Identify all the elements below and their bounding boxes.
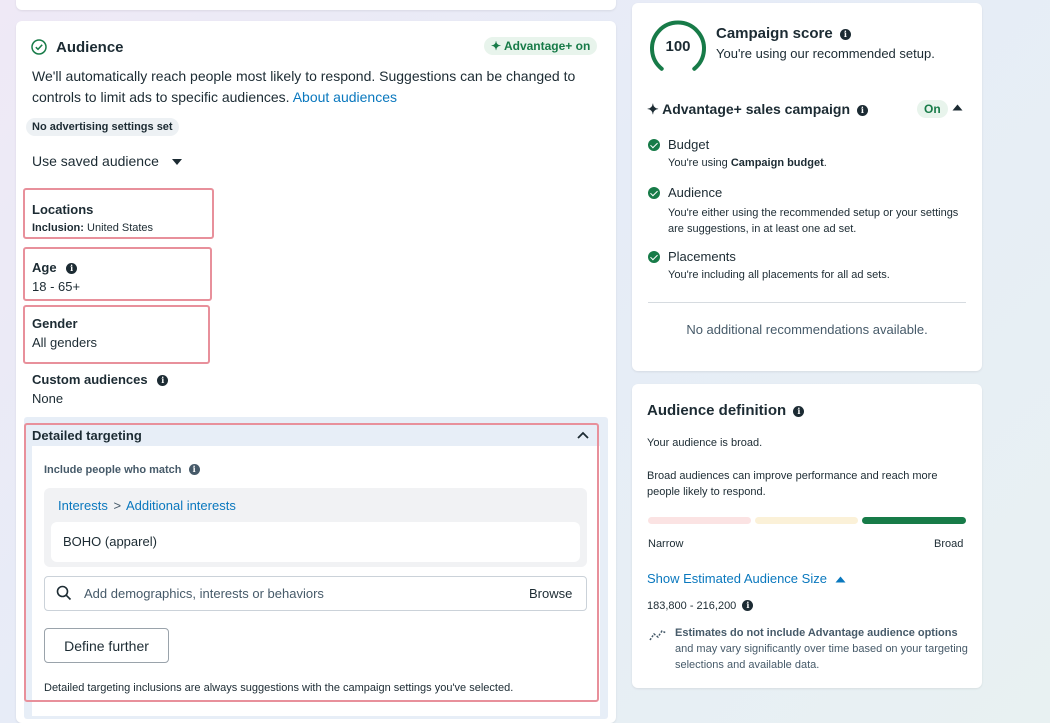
advantage-campaign-row bbox=[647, 101, 868, 118]
locations-value bbox=[32, 222, 153, 234]
audience-description-text: We'll automatically reach people most likely to respond. Suggestions can be changed to controls to limit ads to specific audiences. bbox=[32, 68, 576, 105]
interest-item[interactable] bbox=[51, 522, 580, 562]
audience-item-desc: You're either using the recommended setup or your settings are suggestions, in at least one ad set. bbox=[668, 207, 959, 235]
definition-info-icon[interactable]: i bbox=[793, 406, 804, 417]
about-audiences-link[interactable]: About audiences bbox=[292, 89, 398, 105]
custom-audiences-row bbox=[32, 372, 168, 387]
custom-audiences-label: Custom audiences bbox=[32, 372, 148, 387]
saved-audience-label: Use saved audience bbox=[32, 153, 159, 169]
age-label: Age bbox=[32, 260, 57, 275]
audience-check-icon bbox=[31, 39, 47, 55]
custom-audiences-info-icon[interactable]: i bbox=[157, 375, 168, 386]
sparkle-icon: ✦ bbox=[647, 101, 659, 117]
definition-explanation: Broad audiences can improve performance and reach more people likely to respond. bbox=[647, 470, 938, 498]
search-placeholder: Add demographics, interests or behaviors bbox=[84, 586, 324, 601]
meter-narrow-segment bbox=[648, 517, 751, 524]
custom-audiences-value: None bbox=[32, 391, 64, 406]
budget-desc-prefix: You're using bbox=[668, 157, 731, 169]
meter-narrow-label: Narrow bbox=[648, 538, 684, 550]
caret-up-blue-icon bbox=[835, 576, 846, 583]
meter-broad-segment bbox=[862, 517, 966, 524]
budget-desc bbox=[668, 157, 827, 169]
budget-check-icon bbox=[648, 139, 660, 151]
saved-audience-dropdown[interactable] bbox=[32, 153, 183, 169]
audience-heading: Audience bbox=[56, 39, 124, 56]
locations-label: Locations bbox=[32, 202, 94, 217]
campaign-score-card bbox=[632, 3, 982, 371]
size-range-row bbox=[647, 600, 753, 612]
audience-definition-card bbox=[632, 384, 982, 688]
gender-value: All genders bbox=[32, 335, 98, 350]
meter-mid-segment bbox=[755, 517, 858, 524]
definition-status: Your audience is broad. bbox=[647, 437, 763, 449]
chevron-up-icon[interactable] bbox=[577, 431, 589, 439]
detailed-targeting-footnote: Detailed targeting inclusions are always suggestions with the campaign settings you've selected. bbox=[44, 682, 514, 694]
interest-item-label: BOHO (apparel) bbox=[63, 534, 157, 549]
advantage-badge bbox=[484, 37, 597, 55]
age-label-row bbox=[32, 260, 77, 275]
interests-breadcrumb bbox=[58, 498, 236, 513]
placements-title: Placements bbox=[668, 249, 736, 264]
estimate-note-rest: and may vary significantly over time based on your targeting selections and available data. bbox=[675, 643, 968, 671]
no-recommendations-text: No additional recommendations available. bbox=[686, 322, 928, 337]
trend-icon bbox=[649, 627, 669, 641]
size-range: 183,800 - 216,200 bbox=[647, 600, 737, 612]
include-info-icon[interactable]: i bbox=[189, 464, 200, 475]
inclusion-label: Inclusion: bbox=[32, 222, 84, 234]
show-size-toggle[interactable] bbox=[647, 571, 846, 586]
audience-description bbox=[32, 66, 592, 108]
breadcrumb-root[interactable]: Interests bbox=[58, 498, 108, 513]
advantage-status-badge: On bbox=[917, 100, 948, 118]
score-title: Campaign score bbox=[716, 25, 833, 42]
placements-check-icon bbox=[648, 251, 660, 263]
browse-button[interactable]: Browse bbox=[529, 586, 573, 601]
detailed-targeting-heading[interactable]: Detailed targeting bbox=[32, 428, 142, 443]
budget-desc-suffix: . bbox=[823, 157, 827, 169]
caret-up-icon[interactable] bbox=[952, 104, 963, 111]
age-info-icon[interactable]: i bbox=[66, 263, 77, 274]
budget-title: Budget bbox=[668, 137, 710, 152]
search-icon bbox=[56, 585, 72, 601]
estimate-note-bold: Estimates do not include Advantage audience options bbox=[675, 627, 958, 639]
include-label-row bbox=[44, 464, 200, 476]
score-value: 100 bbox=[665, 38, 691, 55]
include-label: Include people who match bbox=[44, 464, 182, 476]
score-title-row bbox=[716, 25, 851, 42]
score-info-icon[interactable]: i bbox=[840, 29, 851, 40]
inclusion-value: United States bbox=[87, 222, 154, 234]
previous-section-card bbox=[16, 0, 616, 10]
settings-tag: No advertising settings set bbox=[26, 118, 179, 136]
define-further-button[interactable]: Define further bbox=[44, 628, 169, 663]
audience-item-title: Audience bbox=[668, 185, 723, 200]
show-size-link: Show Estimated Audience Size bbox=[647, 571, 827, 586]
age-value: 18 - 65+ bbox=[32, 279, 81, 294]
audience-item-check-icon bbox=[648, 187, 660, 199]
definition-title-row bbox=[647, 402, 804, 419]
divider bbox=[648, 302, 966, 303]
breadcrumb-child[interactable]: Additional interests bbox=[125, 498, 236, 513]
definition-title: Audience definition bbox=[647, 402, 787, 419]
sparkle-icon: ✦ bbox=[491, 39, 502, 53]
size-info-icon[interactable]: i bbox=[742, 600, 753, 611]
advantage-badge-label: Advantage+ on bbox=[503, 39, 591, 53]
breadcrumb-separator: > bbox=[113, 498, 122, 513]
estimate-note bbox=[675, 625, 970, 673]
score-subtitle: You're using our recommended setup. bbox=[716, 46, 935, 61]
advantage-campaign-title: Advantage+ sales campaign bbox=[662, 101, 851, 117]
placements-desc: You're including all placements for all ad sets. bbox=[668, 269, 890, 281]
budget-desc-bold: Campaign budget bbox=[730, 157, 824, 169]
audience-card bbox=[16, 21, 616, 723]
gender-label: Gender bbox=[32, 316, 78, 331]
meter-broad-label: Broad bbox=[934, 538, 964, 550]
caret-down-icon bbox=[171, 158, 183, 166]
advantage-info-icon[interactable]: i bbox=[857, 105, 868, 116]
